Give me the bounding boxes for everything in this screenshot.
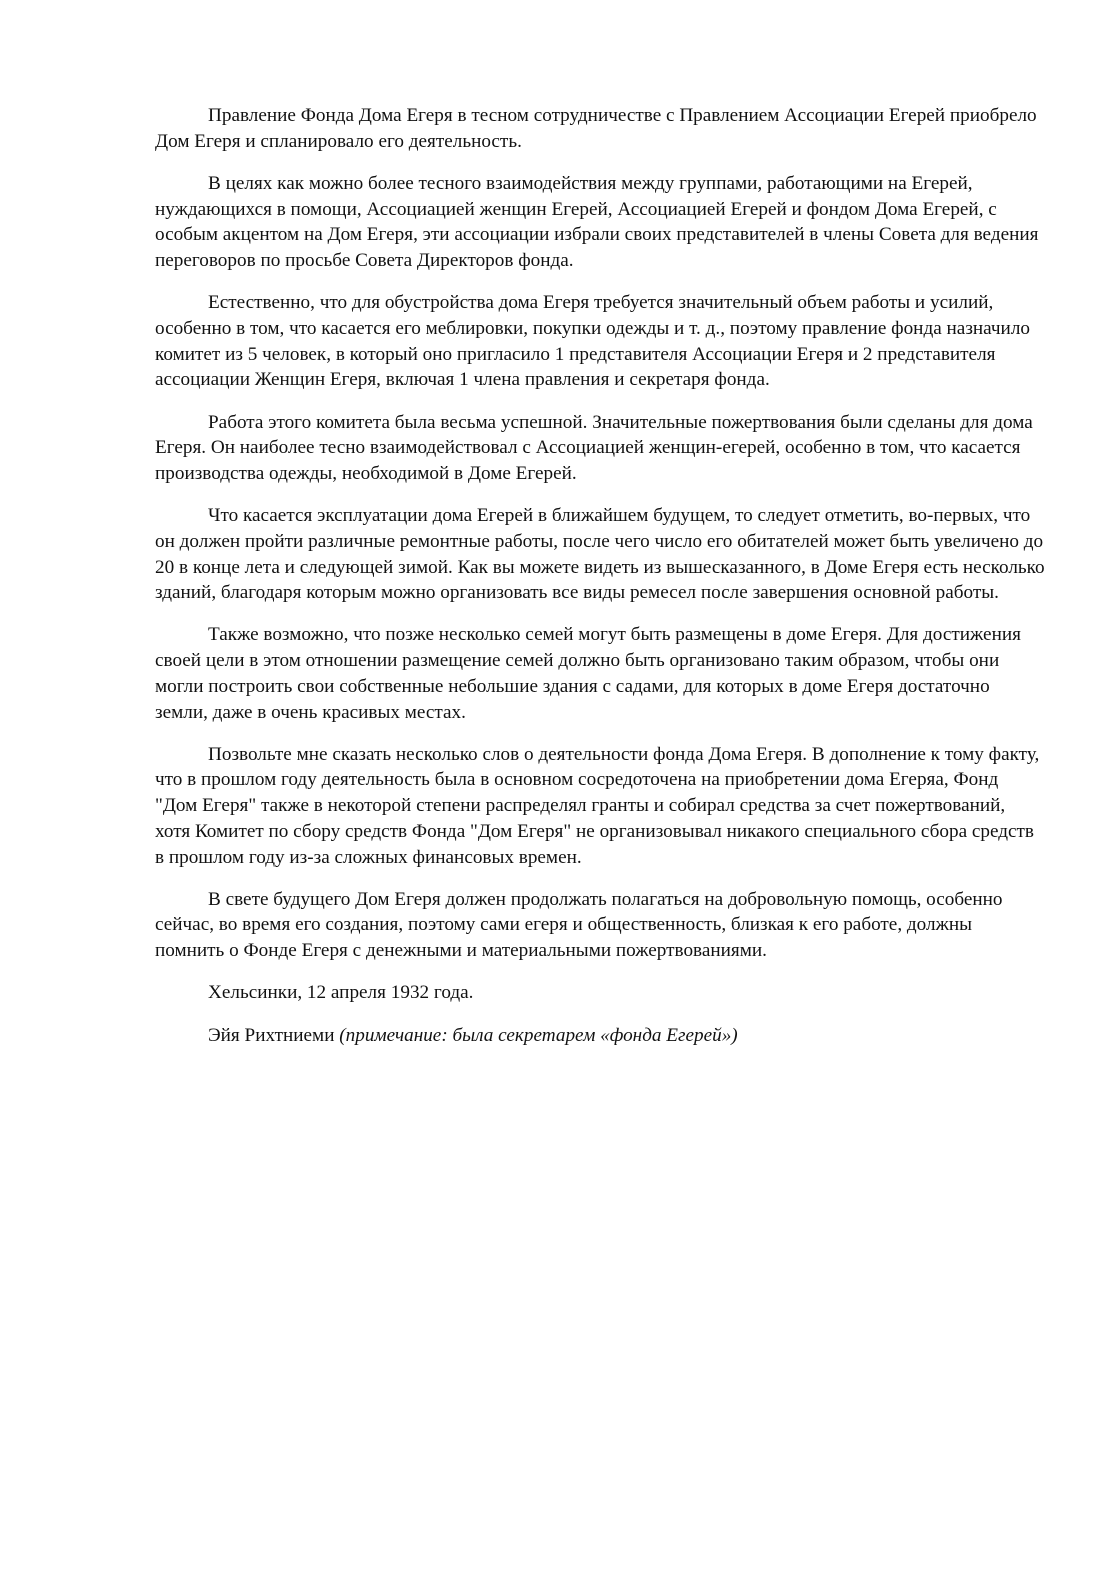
signature-line [155, 1023, 1045, 1049]
paragraph-2: В целях как можно более тесного взаимодействия между группами, работающими на Егерей, нуждающихся в помощи, Ассоциацией женщин Егерей, Ассоциацией Егерей и фондом Дома Егерей, с особым акцентом на Дом Егеря, эти ассоциации избрали своих представителей в члены Совета для ведения переговоров по просьбе Совета Директоров фонда. [155, 172, 1039, 272]
paragraph-5: Что касается эксплуатации дома Егерей в ближайшем будущем, то следует отметить, во-первых, что он должен пройти различные ремонтные работы, после чего число его обитателей может быть увеличено до 20 в конце лета и следующей зимой. Как вы можете видеть из вышесказанного, в Доме Егеря есть несколько зданий, благодаря которым можно организовать все виды ремесел после завершения основной работы. [155, 505, 1045, 604]
signature-name: Эйя Рихтниеми [208, 1024, 335, 1046]
place-and-date: Хельсинки, 12 апреля 1932 года. [208, 982, 474, 1004]
paragraph-7: Позвольте мне сказать несколько слов о деятельности фонда Дома Егеря. В дополнение к тому факту, что в прошлом году деятельность была в основном сосредоточена на приобретении дома Егеряа, Фонд "Дом Егеря" также в некоторой степени распределял гранты и собирал средства за счет пожертвований, хотя Комитет по сбору средств Фонда "Дом Егеря" не организовывал никакого специального сбора средств в прошлом году из-за сложных финансовых времен. [155, 743, 1040, 868]
paragraph-3: Естественно, что для обустройства дома Егеря требуется значительный объем работы и усилий, особенно в том, что касается его меблировки, покупки одежды и т. д., поэтому правление фонда назначило комитет из 5 человек, в который оно пригласило 1 представителя Ассоциации Егеря и 2 представителя ассоциации Женщин Егеря, включая 1 члена правления и секретаря фонда. [155, 292, 1030, 391]
paragraph-6: Также возможно, что позже несколько семей могут быть размещены в доме Егеря. Для достижения своей цели в этом отношении размещение семей должно быть организовано таким образом, чтобы они могли построить свои собственные небольшие здания с садами, для которых в доме Егеря достаточно земли, даже в очень красивых местах. [155, 624, 1021, 723]
paragraph-1: Правление Фонда Дома Егеря в тесном сотрудничестве с Правлением Ассоциации Егерей приобрело Дом Егеря и спланировало его деятельность. [155, 105, 1037, 152]
document-page [155, 103, 1045, 1065]
paragraph-4: Работа этого комитета была весьма успешной. Значительные пожертвования были сделаны для дома Егеря. Он наиболее тесно взаимодействовал с Ассоциацией женщин-егерей, особенно в том, что касается производства одежды, необходимой в Доме Егерей. [155, 411, 1033, 484]
paragraph-8: В свете будущего Дом Егеря должен продолжать полагаться на добровольную помощь, особенно сейчас, во время его создания, поэтому сами егеря и общественность, близкая к его работе, должны помнить о Фонде Егеря с денежными и материальными пожертвованиями. [155, 888, 1003, 962]
signature-note: (примечание: была секретарем «фонда Егерей») [339, 1024, 738, 1046]
